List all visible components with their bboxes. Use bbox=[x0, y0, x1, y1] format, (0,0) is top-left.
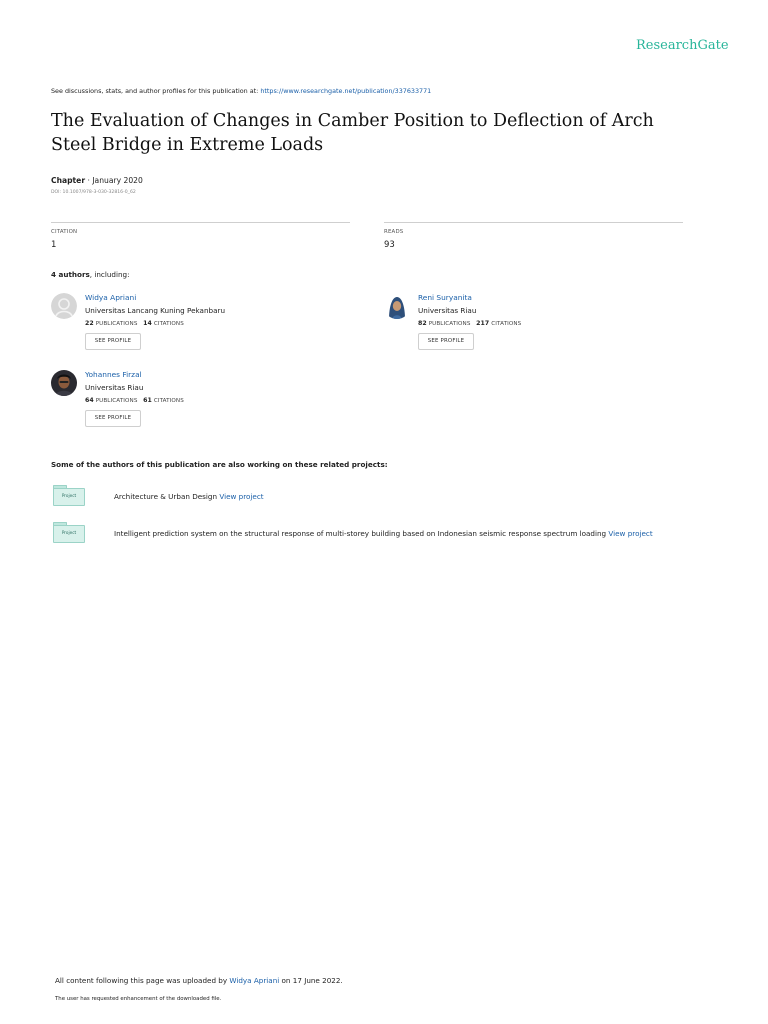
citations-label: CITATIONS bbox=[491, 321, 522, 327]
project-title: Architecture & Urban Design bbox=[114, 492, 220, 501]
authors-count: 4 authors bbox=[51, 270, 90, 279]
divider bbox=[51, 222, 350, 223]
author-stats bbox=[85, 397, 184, 404]
default-avatar-icon[interactable] bbox=[51, 293, 77, 319]
author-institution: Universitas Riau bbox=[85, 383, 144, 392]
citations-label: CITATIONS bbox=[153, 398, 184, 404]
publication-url-link[interactable]: https://www.researchgate.net/publication/337633771 bbox=[260, 87, 432, 95]
author-stats bbox=[418, 320, 521, 327]
researchgate-logo[interactable]: ResearchGate bbox=[636, 38, 729, 53]
publication-date: · January 2020 bbox=[85, 176, 143, 185]
publications-count: 22 bbox=[85, 320, 94, 327]
view-project-link[interactable]: View project bbox=[219, 492, 264, 501]
author-card bbox=[51, 370, 341, 440]
citations-count: 14 bbox=[143, 320, 152, 327]
project-icon-label: Project bbox=[61, 493, 77, 498]
publication-type: Chapter bbox=[51, 176, 86, 185]
author-card bbox=[51, 293, 341, 363]
citations-label: CITATIONS bbox=[153, 321, 184, 327]
divider bbox=[384, 222, 683, 223]
author-name-link[interactable]: Reni Suryanita bbox=[418, 293, 472, 302]
author-institution: Universitas Lancang Kuning Pekanbaru bbox=[85, 306, 225, 315]
see-profile-button[interactable]: SEE PROFILE bbox=[85, 410, 141, 427]
project-title: Intelligent prediction system on the structural response of multi-storey building based on Indonesian seismic response spectrum loading bbox=[114, 529, 609, 538]
author-photo[interactable] bbox=[51, 370, 77, 396]
authors-header bbox=[51, 270, 130, 279]
discussion-prefix: See discussions, stats, and author profiles for this publication at: bbox=[51, 87, 261, 95]
author-institution: Universitas Riau bbox=[418, 306, 477, 315]
upload-prefix: All content following this page was uploaded by bbox=[55, 976, 230, 985]
citation-count: 1 bbox=[51, 240, 57, 250]
page-title: The Evaluation of Changes in Camber Position to Deflection of Arch Steel Bridge in Extreme Loads bbox=[51, 111, 654, 155]
upload-info bbox=[55, 976, 343, 985]
project-item bbox=[114, 492, 264, 501]
reads-label: READS bbox=[384, 229, 404, 235]
author-photo[interactable] bbox=[384, 293, 410, 319]
see-profile-button[interactable]: SEE PROFILE bbox=[418, 333, 474, 350]
publications-count: 64 bbox=[85, 397, 94, 404]
publications-label: PUBLICATIONS bbox=[95, 321, 138, 327]
citations-count: 61 bbox=[143, 397, 152, 404]
discussion-line bbox=[51, 87, 431, 95]
doi-text: DOI: 10.1007/978-3-030-32816-0_62 bbox=[51, 190, 136, 195]
publications-label: PUBLICATIONS bbox=[95, 398, 138, 404]
uploader-link[interactable]: Widya Apriani bbox=[229, 976, 280, 985]
author-name-link[interactable]: Yohannes Firzal bbox=[85, 370, 142, 379]
project-icon-label: Project bbox=[61, 530, 77, 535]
reads-count: 93 bbox=[384, 240, 395, 250]
upload-suffix: on 17 June 2022. bbox=[279, 976, 343, 985]
author-card bbox=[384, 293, 674, 363]
author-stats bbox=[85, 320, 184, 327]
authors-suffix: , including: bbox=[89, 270, 130, 279]
project-folder-icon bbox=[53, 485, 83, 503]
citation-label: CITATION bbox=[51, 229, 78, 235]
publication-meta bbox=[51, 176, 143, 185]
project-item bbox=[114, 529, 653, 538]
related-projects-header: Some of the authors of this publication are also working on these related projects: bbox=[51, 460, 388, 469]
project-folder-icon bbox=[53, 522, 83, 540]
see-profile-button[interactable]: SEE PROFILE bbox=[85, 333, 141, 350]
enhancement-note: The user has requested enhancement of the downloaded file. bbox=[55, 996, 222, 1002]
view-project-link[interactable]: View project bbox=[608, 529, 653, 538]
author-name-link[interactable]: Widya Apriani bbox=[85, 293, 137, 302]
publications-count: 82 bbox=[418, 320, 427, 327]
publications-label: PUBLICATIONS bbox=[428, 321, 471, 327]
citations-count: 217 bbox=[476, 320, 490, 327]
